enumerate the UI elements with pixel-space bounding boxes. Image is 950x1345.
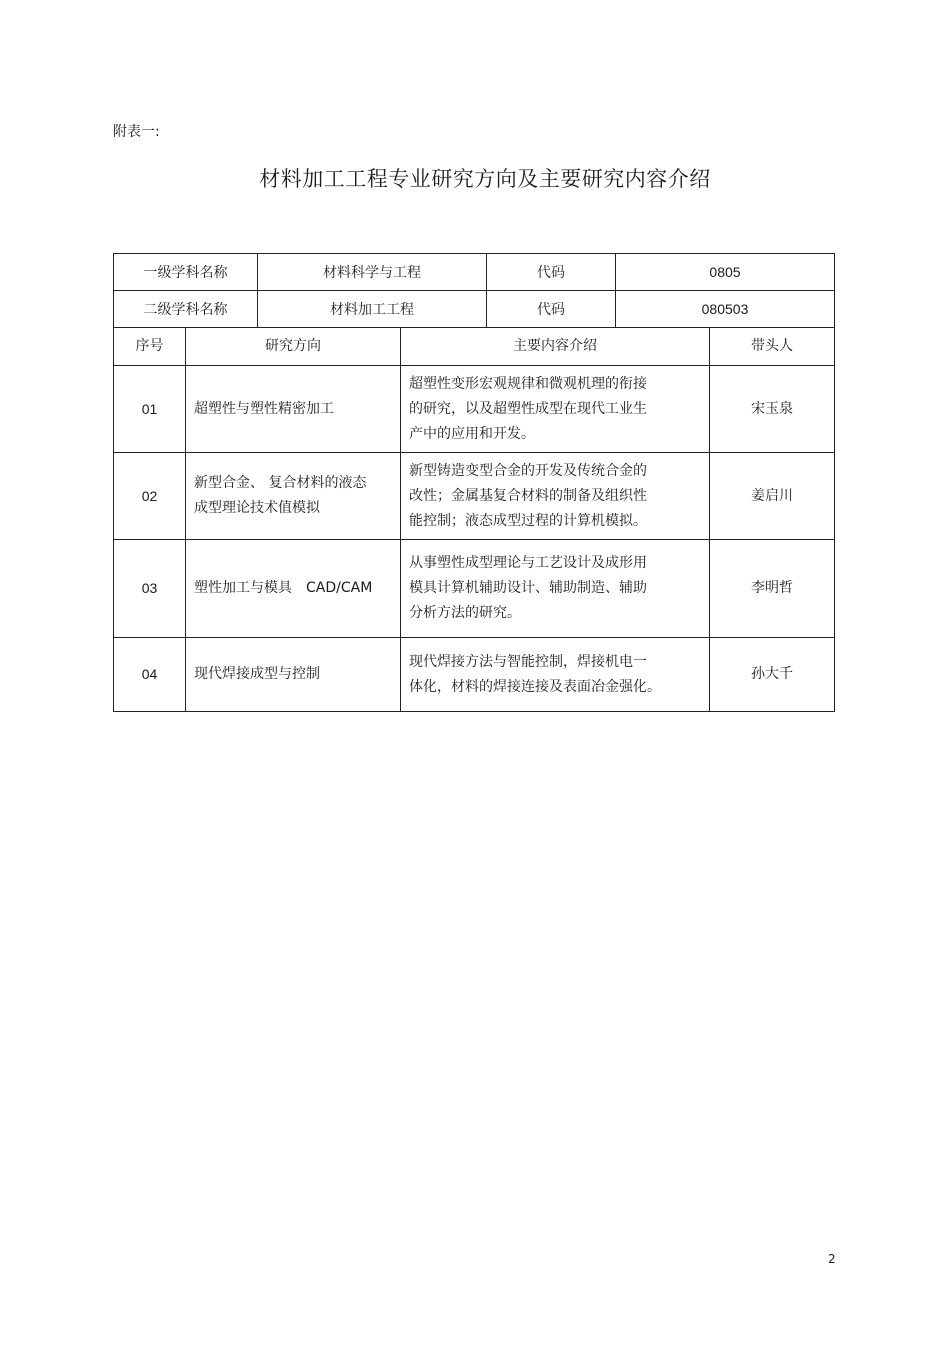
- second-level-value: 材料加工工程: [258, 291, 487, 328]
- content-line: 分析方法的研究。: [409, 605, 521, 621]
- row-leader: 宋玉泉: [710, 366, 835, 453]
- row-seq: 02: [114, 453, 186, 540]
- appendix-label: 附表一:: [113, 124, 160, 140]
- direction-line: 塑性加工与模具 CAD/CAM: [194, 580, 373, 596]
- row-seq: 01: [114, 366, 186, 453]
- header-leader: 带头人: [710, 328, 835, 366]
- content-line: 的研究，以及超塑性成型在现代工业生: [409, 400, 647, 417]
- header-content: 主要内容介绍: [401, 328, 710, 366]
- row-direction: [186, 366, 401, 453]
- table-header-row: [114, 328, 835, 366]
- second-level-code: 080503: [616, 291, 835, 328]
- content-line: 产中的应用和开发。: [409, 425, 535, 442]
- row-seq: 03: [114, 540, 186, 638]
- row-seq: 04: [114, 638, 186, 712]
- content-line: 改性；金属基复合材料的制备及组织性: [409, 487, 647, 504]
- content-line: 超塑性变形宏观规律和微观机理的衔接: [409, 375, 647, 392]
- first-level-code: 0805: [616, 254, 835, 291]
- row-direction: [186, 638, 401, 712]
- row-direction: [186, 540, 401, 638]
- document-title: 材料加工工程专业研究方向及主要研究内容介绍: [259, 167, 711, 191]
- content-line: 体化，材料的焊接连接及表面冶金强化。: [409, 678, 661, 695]
- page-number: 2: [828, 1252, 836, 1266]
- row-leader: 姜启川: [710, 453, 835, 540]
- first-level-value: 材料科学与工程: [258, 254, 487, 291]
- table-row: [114, 540, 835, 638]
- second-level-code-label: 代码: [487, 291, 616, 328]
- table-row: [114, 638, 835, 712]
- table-row: [114, 453, 835, 540]
- second-level-label: 二级学科名称: [114, 291, 258, 328]
- row-content: [401, 366, 710, 453]
- content-line: 模具计算机辅助设计、辅助制造、辅助: [409, 580, 647, 596]
- row-content: [401, 638, 710, 712]
- direction-line: 成型理论技术值模拟: [194, 500, 320, 516]
- table-row: [114, 366, 835, 453]
- header-seq: 序号: [114, 328, 186, 366]
- content-line: 从事塑性成型理论与工艺设计及成形用: [409, 555, 647, 571]
- row-leader: 李明哲: [710, 540, 835, 638]
- row-content: [401, 453, 710, 540]
- row-content: [401, 540, 710, 638]
- research-directions-table: [113, 327, 835, 712]
- first-level-code-label: 代码: [487, 254, 616, 291]
- direction-line: 新型合金、 复合材料的液态: [194, 475, 367, 491]
- row-leader: 孙大千: [710, 638, 835, 712]
- content-line: 新型铸造变型合金的开发及传统合金的: [409, 462, 647, 479]
- second-level-discipline-row: [114, 291, 835, 328]
- header-direction: 研究方向: [186, 328, 401, 366]
- content-line: 能控制；液态成型过程的计算机模拟。: [409, 512, 647, 529]
- row-direction: [186, 453, 401, 540]
- content-line: 现代焊接方法与智能控制，焊接机电一: [409, 653, 647, 670]
- discipline-info-table: [113, 253, 835, 328]
- first-level-discipline-row: [114, 254, 835, 291]
- direction-line: 超塑性与塑性精密加工: [194, 400, 334, 417]
- direction-line: 现代焊接成型与控制: [194, 666, 320, 682]
- first-level-label: 一级学科名称: [114, 254, 258, 291]
